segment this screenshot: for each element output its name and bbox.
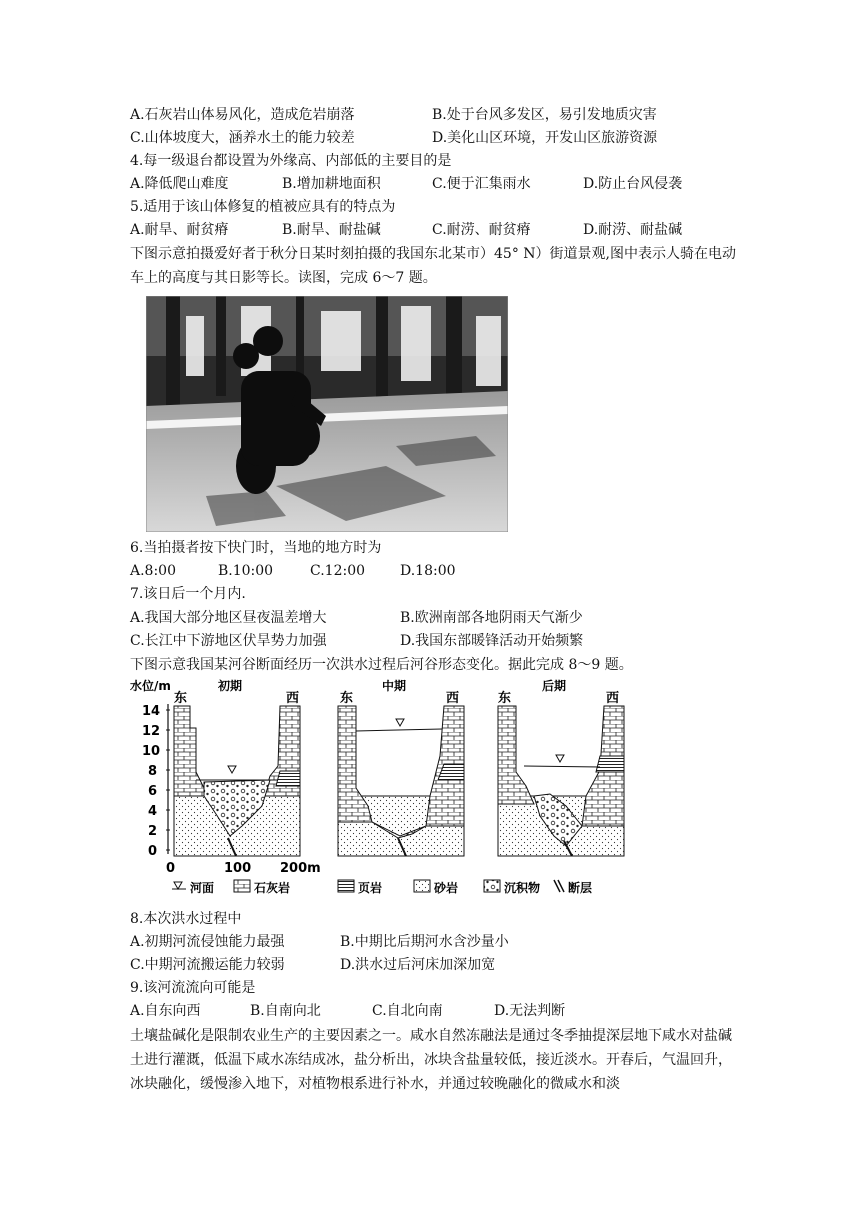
legend bbox=[172, 880, 592, 895]
q4-option-d: D.防止台风侵袭 bbox=[583, 176, 683, 192]
intro-10: 土壤盐碱化是限制农业生产的主要因素之一。咸水自然冻融法是通过冬季抽提深层地下咸水对盐碱土进行灌溉，低温下咸水冻结成冰，盐分析出，冰块含盐量较低，接近淡水。开春后，气温回升，冰块融化，缓慢渗入地下，对植物根系进行补水，并通过较晚融化的微咸水和淡 bbox=[130, 1028, 732, 1092]
legend-shale-icon bbox=[338, 880, 354, 892]
y-axis-label: 水位/m bbox=[130, 679, 171, 693]
legend-sediment: 沉积物 bbox=[504, 881, 541, 895]
q9-option-c: C.自北向南 bbox=[372, 1003, 443, 1019]
y-tick-8: 8 bbox=[148, 764, 158, 779]
intro-6-7: 下图示意拍摄爱好者于秋分日某时刻拍摄的我国东北某市）45° N）街道景观,图中表示人骑在电动车上的高度与其日影等长。读图，完成 6～7 题。 bbox=[130, 246, 736, 286]
q4-option-c: C.便于汇集雨水 bbox=[432, 176, 531, 192]
intro-8-9: 下图示意我国某河谷断面经历一次洪水过程后河谷形态变化。据此完成 8～9 题。 bbox=[130, 657, 633, 673]
q6-option-a: A.8:00 bbox=[130, 563, 176, 579]
q8-stem: 8.本次洪水过程中 bbox=[130, 911, 242, 927]
q6-option-d: D.18:00 bbox=[400, 563, 456, 579]
q6-option-b: B.10:00 bbox=[218, 563, 274, 579]
panel-early bbox=[174, 678, 300, 856]
legend-limestone-icon bbox=[234, 880, 250, 892]
q9-option-a: A.自东向西 bbox=[130, 1003, 201, 1019]
q6-stem: 6.当拍摄者按下快门时，当地的地方时为 bbox=[130, 540, 382, 556]
q3-option-d: D.美化山区环境，开发山区旅游资源 bbox=[432, 130, 658, 146]
legend-sandstone: 砂岩 bbox=[434, 881, 459, 895]
q9-stem: 9.该河流流向可能是 bbox=[130, 980, 256, 996]
x-tick-100: 100 bbox=[224, 861, 252, 876]
q9-option-b: B.自南向北 bbox=[250, 1003, 321, 1019]
legend-sediment-icon bbox=[484, 880, 500, 892]
q4-option-a: A.降低爬山难度 bbox=[130, 176, 229, 192]
legend-river: 河面 bbox=[190, 881, 215, 895]
q7-option-c: C.长江中下游地区伏旱势力加强 bbox=[130, 633, 327, 649]
y-tick-14: 14 bbox=[142, 704, 161, 719]
panel-early-title: 初期 bbox=[218, 679, 243, 693]
q7-option-a: A.我国大部分地区昼夜温差增大 bbox=[130, 610, 327, 626]
x-tick-200: 200m bbox=[280, 861, 321, 876]
q5-option-b: B.耐旱、耐盐碱 bbox=[282, 222, 381, 238]
q3-option-b: B.处于台风多发区，易引发地质灾害 bbox=[432, 107, 657, 123]
q5-option-d: D.耐涝、耐盐碱 bbox=[583, 222, 683, 238]
q7-option-d: D.我国东部暖锋活动开始频繁 bbox=[400, 633, 584, 649]
panel-middle bbox=[338, 678, 464, 856]
legend-fault: 断层 bbox=[568, 881, 593, 895]
q8-option-a: A.初期河流侵蚀能力最强 bbox=[130, 934, 285, 950]
x-tick-0: 0 bbox=[166, 861, 176, 876]
q7-stem: 7.该日后一个月内. bbox=[130, 586, 246, 602]
y-tick-4: 4 bbox=[148, 804, 158, 819]
q3-option-c: C.山体坡度大，涵养水土的能力较差 bbox=[130, 130, 355, 146]
q6-option-c: C.12:00 bbox=[310, 563, 366, 579]
q5-option-a: A.耐旱、耐贫瘠 bbox=[130, 222, 229, 238]
q4-stem: 4.每一级退台都设置为外缘高、内部低的主要目的是 bbox=[130, 153, 452, 169]
q8-option-c: C.中期河流搬运能力较弱 bbox=[130, 957, 285, 973]
y-tick-12: 12 bbox=[142, 724, 161, 739]
legend-limestone: 石灰岩 bbox=[254, 881, 291, 895]
panel-late bbox=[498, 678, 624, 856]
legend-river-icon bbox=[174, 882, 182, 889]
river-valley-diagram bbox=[130, 676, 630, 900]
panel-late-east: 东 bbox=[498, 691, 512, 706]
panel-late-title: 后期 bbox=[542, 679, 567, 693]
legend-fault-icon bbox=[554, 880, 564, 892]
q8-option-b: B.中期比后期河水含沙量小 bbox=[340, 934, 509, 950]
q9-option-d: D.无法判断 bbox=[494, 1003, 566, 1019]
y-tick-2: 2 bbox=[148, 824, 158, 839]
y-tick-6: 6 bbox=[148, 784, 158, 799]
panel-late-west: 西 bbox=[606, 691, 620, 706]
panel-middle-west: 西 bbox=[446, 691, 460, 706]
q5-option-c: C.耐涝、耐贫瘠 bbox=[432, 222, 531, 238]
y-tick-10: 10 bbox=[142, 744, 161, 759]
panel-early-west: 西 bbox=[286, 691, 300, 706]
q4-option-b: B.增加耕地面积 bbox=[282, 176, 381, 192]
legend-sandstone-icon bbox=[414, 880, 430, 892]
q8-option-d: D.洪水过后河床加深加宽 bbox=[340, 957, 496, 973]
street-photo bbox=[146, 296, 508, 532]
y-tick-0: 0 bbox=[148, 844, 158, 859]
q3-option-a: A.石灰岩山体易风化，造成危岩崩落 bbox=[130, 107, 355, 123]
q5-stem: 5.适用于该山体修复的植被应具有的特点为 bbox=[130, 199, 396, 215]
q7-option-b: B.欧洲南部各地阴雨天气渐少 bbox=[400, 610, 583, 626]
legend-shale: 页岩 bbox=[358, 881, 383, 895]
panel-early-east: 东 bbox=[174, 691, 188, 706]
panel-middle-title: 中期 bbox=[382, 679, 407, 693]
panel-middle-east: 东 bbox=[340, 691, 354, 706]
